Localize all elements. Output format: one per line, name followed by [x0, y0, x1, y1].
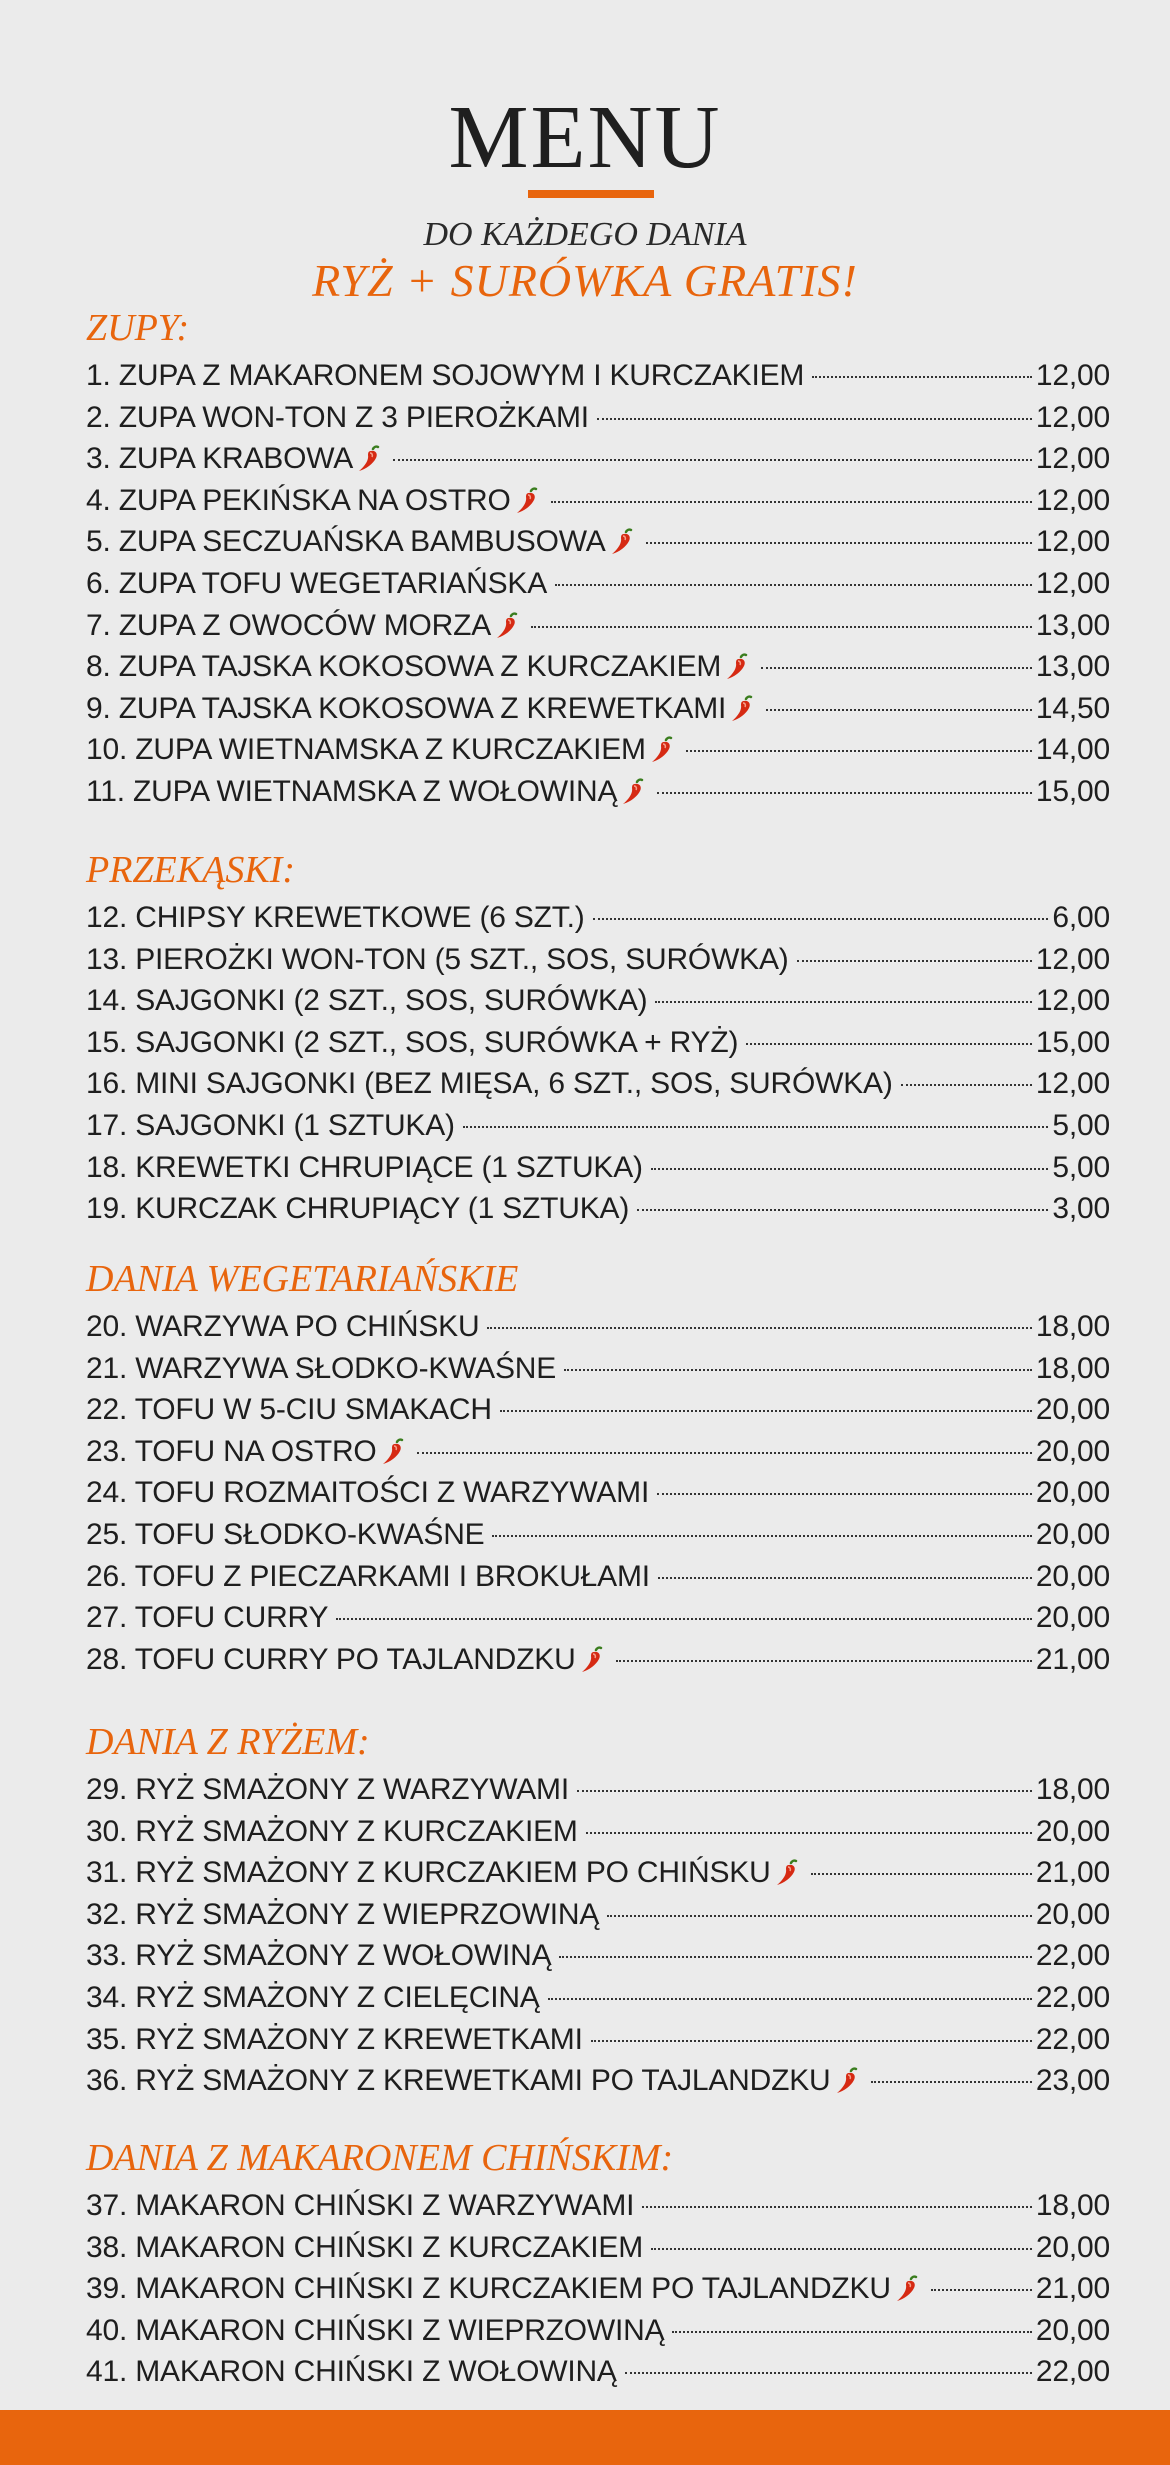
- dot-leader: [766, 709, 1032, 711]
- title-underline: [528, 190, 654, 198]
- item-price: 18,00: [1035, 1351, 1110, 1385]
- dot-leader: [811, 1873, 1032, 1875]
- dot-leader: [901, 1084, 1032, 1086]
- menu-item: [86, 605, 1110, 647]
- item-name: 41. MAKARON CHIŃSKI Z WOŁOWINĄ: [86, 2355, 617, 2389]
- menu-item: [86, 2268, 1110, 2310]
- item-price: 18,00: [1035, 2189, 1110, 2222]
- item-name: 26. TOFU Z PIECZARKAMI I BROKUŁAMI: [86, 1559, 650, 1593]
- item-price: 20,00: [1035, 2313, 1110, 2347]
- item-price: 20,00: [1035, 1814, 1110, 1848]
- chili-pepper-icon: [619, 777, 649, 807]
- menu-item: [86, 397, 1110, 439]
- item-name: 11. ZUPA WIETNAMSKA Z WOŁOWINĄ: [86, 775, 618, 808]
- dot-leader: [551, 501, 1032, 503]
- item-price: 22,00: [1035, 1981, 1110, 2014]
- item-name: 35. RYŻ SMAŻONY Z KREWETKAMI: [86, 2022, 583, 2056]
- menu-item: [86, 1852, 1110, 1894]
- dot-leader: [625, 2372, 1032, 2374]
- menu-item: [86, 2185, 1110, 2227]
- menu-item: [86, 1063, 1110, 1105]
- section-title: DANIA Z RYŻEM:: [86, 1721, 370, 1763]
- item-price: 12,00: [1035, 567, 1110, 600]
- chili-pepper-icon: [723, 652, 753, 682]
- menu-item: [86, 1894, 1110, 1936]
- item-name: 34. RYŻ SMAŻONY Z CIELĘCINĄ: [86, 1981, 540, 2014]
- dot-leader: [871, 2081, 1032, 2083]
- dot-leader: [651, 2248, 1032, 2250]
- menu-item: [86, 1556, 1110, 1598]
- item-name: 19. KURCZAK CHRUPIĄCY (1 SZTUKA): [86, 1192, 630, 1226]
- chili-pepper-icon: [578, 1645, 608, 1675]
- item-name: 1. ZUPA Z MAKARONEM SOJOWYM I KURCZAKIEM: [86, 359, 805, 392]
- menu-item: [86, 1935, 1110, 1977]
- item-name: 20. WARZYWA PO CHIŃSKU: [86, 1310, 480, 1343]
- item-name: 7. ZUPA Z OWOCÓW MORZA: [86, 608, 492, 642]
- section-title: ZUPY:: [86, 307, 190, 349]
- chili-pepper-icon: [355, 444, 385, 474]
- menu-item: [86, 355, 1110, 397]
- item-price: 15,00: [1035, 1025, 1110, 1059]
- dot-leader: [336, 1618, 1032, 1620]
- menu-item: [86, 897, 1110, 939]
- menu-item: [86, 1022, 1110, 1064]
- item-name: 40. MAKARON CHIŃSKI Z WIEPRZOWINĄ: [86, 2313, 665, 2347]
- item-name: 37. MAKARON CHIŃSKI Z WARZYWAMI: [86, 2189, 635, 2222]
- dot-leader: [593, 918, 1049, 920]
- menu-item: [86, 1306, 1110, 1348]
- dot-leader: [931, 2289, 1032, 2291]
- item-name: 13. PIEROŻKI WON-TON (5 SZT., SOS, SURÓWKA): [86, 942, 789, 976]
- item-name: 6. ZUPA TOFU WEGETARIAŃSKA: [86, 567, 548, 600]
- item-name: 4. ZUPA PEKIŃSKA NA OSTRO: [86, 483, 511, 517]
- item-price: 22,00: [1035, 2355, 1110, 2389]
- dot-leader: [492, 1535, 1031, 1537]
- menu-subtitle: DO KAŻDEGO DANIA: [423, 216, 747, 253]
- dot-leader: [651, 1168, 1049, 1170]
- item-price: 20,00: [1035, 1897, 1110, 1931]
- dot-leader: [577, 1790, 1032, 1792]
- menu-item: [86, 1348, 1110, 1390]
- chili-pepper-icon: [513, 486, 543, 516]
- item-price: 12,00: [1035, 400, 1110, 434]
- item-price: 13,00: [1035, 608, 1110, 642]
- item-price: 14,50: [1035, 691, 1110, 725]
- item-name: 2. ZUPA WON-TON Z 3 PIEROŻKAMI: [86, 400, 589, 434]
- item-price: 20,00: [1035, 2230, 1110, 2264]
- dot-leader: [417, 1452, 1032, 1454]
- item-price: 20,00: [1035, 1601, 1110, 1635]
- dot-leader: [555, 584, 1032, 586]
- item-price: 5,00: [1052, 1150, 1110, 1184]
- item-price: 6,00: [1052, 901, 1110, 934]
- dot-leader: [564, 1369, 1032, 1371]
- dot-leader: [637, 1209, 1048, 1211]
- item-price: 21,00: [1035, 1642, 1110, 1676]
- dot-leader: [487, 1327, 1031, 1329]
- item-price: 23,00: [1035, 2064, 1110, 2098]
- item-name: 5. ZUPA SECZUAŃSKA BAMBUSOWA: [86, 525, 606, 559]
- section-title: PRZEKĄSKI:: [86, 849, 295, 891]
- menu-item: [86, 438, 1110, 480]
- dot-leader: [642, 2206, 1032, 2208]
- item-price: 14,00: [1035, 733, 1110, 767]
- dot-leader: [548, 1998, 1032, 2000]
- chili-pepper-icon: [379, 1437, 409, 1467]
- dot-leader: [607, 1915, 1032, 1917]
- item-price: 5,00: [1052, 1109, 1110, 1142]
- menu-item: [86, 1639, 1110, 1681]
- item-name: 10. ZUPA WIETNAMSKA Z KURCZAKIEM: [86, 733, 646, 767]
- item-name: 18. KREWETKI CHRUPIĄCE (1 SZTUKA): [86, 1150, 643, 1184]
- menu-item: [86, 1431, 1110, 1473]
- item-name: 28. TOFU CURRY PO TAJLANDZKU: [86, 1642, 576, 1676]
- item-price: 12,00: [1035, 442, 1110, 476]
- item-name: 27. TOFU CURRY: [86, 1601, 329, 1635]
- item-price: 20,00: [1035, 1434, 1110, 1468]
- dot-leader: [500, 1410, 1032, 1412]
- menu-item: [86, 688, 1110, 730]
- item-price: 13,00: [1035, 650, 1110, 684]
- item-price: 12,00: [1035, 942, 1110, 976]
- item-price: 22,00: [1035, 1939, 1110, 1973]
- item-name: 29. RYŻ SMAŻONY Z WARZYWAMI: [86, 1773, 569, 1806]
- menu-item: [86, 1188, 1110, 1230]
- menu-item: [86, 480, 1110, 522]
- dot-leader: [672, 2331, 1031, 2333]
- menu-item: [86, 729, 1110, 771]
- item-price: 20,00: [1035, 1476, 1110, 1510]
- menu-item: [86, 1597, 1110, 1639]
- item-name: 31. RYŻ SMAŻONY Z KURCZAKIEM PO CHIŃSKU: [86, 1856, 771, 1890]
- section-title: DANIA Z MAKARONEM CHIŃSKIM:: [86, 2137, 674, 2179]
- dot-leader: [463, 1126, 1049, 1128]
- item-name: 22. TOFU W 5-CIU SMAKACH: [86, 1393, 492, 1427]
- menu-item: [86, 1811, 1110, 1853]
- menu-item: [86, 563, 1110, 605]
- item-name: 17. SAJGONKI (1 SZTUKA): [86, 1109, 455, 1142]
- chili-pepper-icon: [728, 694, 758, 724]
- menu-item: [86, 939, 1110, 981]
- menu-item: [86, 521, 1110, 563]
- chili-pepper-icon: [608, 527, 638, 557]
- item-name: 8. ZUPA TAJSKA KOKOSOWA Z KURCZAKIEM: [86, 650, 722, 684]
- item-name: 15. SAJGONKI (2 SZT., SOS, SURÓWKA + RYŻ): [86, 1025, 739, 1059]
- menu-item: [86, 1105, 1110, 1147]
- dot-leader: [686, 750, 1032, 752]
- menu-item: [86, 1977, 1110, 2019]
- item-price: 18,00: [1035, 1773, 1110, 1806]
- item-price: 12,00: [1035, 359, 1110, 392]
- dot-leader: [559, 1956, 1031, 1958]
- chili-pepper-icon: [648, 735, 678, 765]
- item-price: 3,00: [1052, 1192, 1110, 1226]
- chili-pepper-icon: [773, 1858, 803, 1888]
- menu-item: [86, 2227, 1110, 2269]
- item-name: 16. MINI SAJGONKI (BEZ MIĘSA, 6 SZT., SOS, SURÓWKA): [86, 1067, 893, 1101]
- footer-bar: [0, 2410, 1170, 2465]
- menu-item: [86, 2310, 1110, 2352]
- item-name: 38. MAKARON CHIŃSKI Z KURCZAKIEM: [86, 2230, 644, 2264]
- item-price: 18,00: [1035, 1310, 1110, 1343]
- dot-leader: [586, 1832, 1032, 1834]
- dot-leader: [657, 792, 1032, 794]
- menu-item: [86, 771, 1110, 813]
- item-price: 15,00: [1035, 775, 1110, 808]
- item-name: 33. RYŻ SMAŻONY Z WOŁOWINĄ: [86, 1939, 552, 1973]
- item-name: 32. RYŻ SMAŻONY Z WIEPRZOWINĄ: [86, 1897, 600, 1931]
- item-name: 39. MAKARON CHIŃSKI Z KURCZAKIEM PO TAJLANDZKU: [86, 2272, 891, 2306]
- menu-item: [86, 1472, 1110, 1514]
- item-name: 14. SAJGONKI (2 SZT., SOS, SURÓWKA): [86, 984, 648, 1018]
- chili-pepper-icon: [893, 2274, 923, 2304]
- item-name: 9. ZUPA TAJSKA KOKOSOWA Z KREWETKAMI: [86, 691, 727, 725]
- item-name: 23. TOFU NA OSTRO: [86, 1434, 377, 1468]
- menu-item: [86, 2060, 1110, 2102]
- item-price: 22,00: [1035, 2022, 1110, 2056]
- item-price: 20,00: [1035, 1518, 1110, 1551]
- menu-item: [86, 980, 1110, 1022]
- dot-leader: [591, 2040, 1032, 2042]
- menu-item: [86, 646, 1110, 688]
- dot-leader: [761, 667, 1032, 669]
- dot-leader: [658, 1577, 1032, 1579]
- item-name: 36. RYŻ SMAŻONY Z KREWETKAMI PO TAJLANDZKU: [86, 2064, 831, 2098]
- dot-leader: [746, 1043, 1032, 1045]
- item-price: 21,00: [1035, 2272, 1110, 2306]
- item-price: 12,00: [1035, 984, 1110, 1018]
- dot-leader: [812, 376, 1032, 378]
- item-name: 3. ZUPA KRABOWA: [86, 442, 354, 476]
- dot-leader: [646, 542, 1032, 544]
- dot-leader: [657, 1493, 1032, 1495]
- item-price: 20,00: [1035, 1559, 1110, 1593]
- item-name: 25. TOFU SŁODKO-KWAŚNE: [86, 1518, 485, 1551]
- item-name: 24. TOFU ROZMAITOŚCI Z WARZYWAMI: [86, 1476, 650, 1510]
- menu-item: [86, 2351, 1110, 2393]
- item-price: 12,00: [1035, 1067, 1110, 1101]
- chili-pepper-icon: [833, 2066, 863, 2096]
- menu-item: [86, 1514, 1110, 1556]
- item-price: 12,00: [1035, 483, 1110, 517]
- dot-leader: [393, 459, 1032, 461]
- dot-leader: [597, 418, 1032, 420]
- menu-item: [86, 1147, 1110, 1189]
- dot-leader: [616, 1660, 1032, 1662]
- dot-leader: [797, 960, 1032, 962]
- promo-banner: RYŻ + SURÓWKA GRATIS!: [312, 255, 858, 306]
- menu-title: MENU: [448, 88, 722, 187]
- menu-item: [86, 1769, 1110, 1811]
- menu-item: [86, 1389, 1110, 1431]
- item-price: 21,00: [1035, 1856, 1110, 1890]
- menu-item: [86, 2019, 1110, 2061]
- item-price: 12,00: [1035, 525, 1110, 559]
- chili-pepper-icon: [493, 611, 523, 641]
- item-price: 20,00: [1035, 1393, 1110, 1427]
- dot-leader: [531, 626, 1032, 628]
- item-name: 12. CHIPSY KREWETKOWE (6 SZT.): [86, 901, 585, 934]
- dot-leader: [655, 1001, 1031, 1003]
- item-name: 21. WARZYWA SŁODKO-KWAŚNE: [86, 1351, 557, 1385]
- item-name: 30. RYŻ SMAŻONY Z KURCZAKIEM: [86, 1814, 578, 1848]
- section-title: DANIA WEGETARIAŃSKIE: [86, 1258, 519, 1300]
